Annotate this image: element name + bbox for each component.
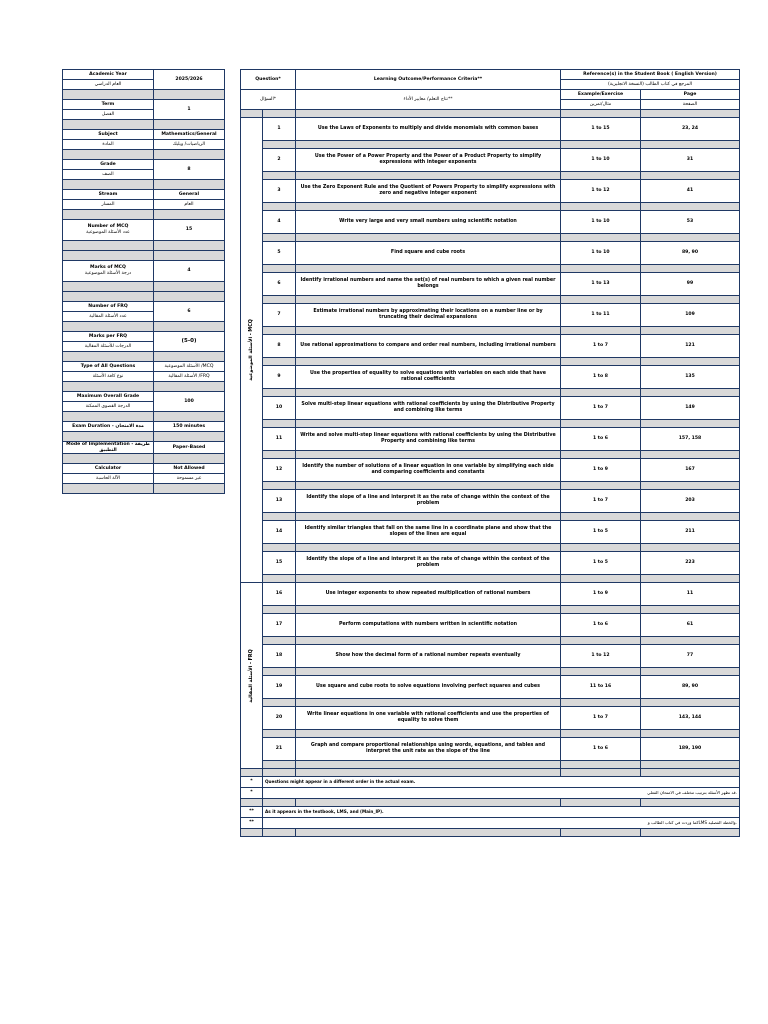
learning-outcome: Solve multi-step linear equations with rational coefficients by using the Distributive Property and combining like terms bbox=[296, 397, 561, 420]
learning-outcome-header: Learning Outcome/Performance Criteria** bbox=[296, 70, 561, 90]
question-number: 17 bbox=[263, 614, 296, 637]
question-number: 4 bbox=[263, 211, 296, 234]
subject-value: Mathematics/General bbox=[154, 130, 225, 140]
question-number: 15 bbox=[263, 552, 296, 575]
page-number: 189, 190 bbox=[641, 738, 740, 761]
learning-outcome: Use the Power of a Power Property and the Power of a Product Property to simplify expressions with integer exponents bbox=[296, 149, 561, 172]
question-number: 5 bbox=[263, 242, 296, 265]
learning-outcome: Use square and cube roots to solve equations involving perfect squares and cubes bbox=[296, 676, 561, 699]
page-number: 53 bbox=[641, 211, 740, 234]
reference-header-ar: المرجع في كتاب الطالب (النسخة الانجليزية) bbox=[561, 80, 740, 90]
question-type-value: الأسئلة الموضوعية /MCQ bbox=[154, 362, 225, 372]
page-number: 121 bbox=[641, 335, 740, 358]
mode-label: Mode of Implementation - طريقة التطبيق bbox=[63, 442, 154, 454]
example-range: 1 to 12 bbox=[561, 180, 641, 203]
question-number: 13 bbox=[263, 490, 296, 513]
calculator-label: Calculator bbox=[63, 464, 154, 474]
example-range: 11 to 16 bbox=[561, 676, 641, 699]
page-number: 11 bbox=[641, 583, 740, 606]
note-text: As it appears in the textbook, LMS, and (Main_IP). bbox=[263, 807, 740, 818]
question-row bbox=[241, 397, 740, 420]
calculator-value: Not Allowed bbox=[154, 464, 225, 474]
example-range: 1 to 9 bbox=[561, 583, 641, 606]
frq-count-label: Number of FRQ bbox=[63, 302, 154, 312]
question-type-value-2: الأسئلة المقالية /FRQ bbox=[154, 372, 225, 382]
page-number: 99 bbox=[641, 273, 740, 296]
question-number: 9 bbox=[263, 366, 296, 389]
question-row bbox=[241, 521, 740, 544]
question-number: 7 bbox=[263, 304, 296, 327]
example-range: 1 to 5 bbox=[561, 552, 641, 575]
page-number: 109 bbox=[641, 304, 740, 327]
learning-outcome: Estimate irrational numbers by approximating their locations on a number line or by truncating their decimal expansions bbox=[296, 304, 561, 327]
page-number: 41 bbox=[641, 180, 740, 203]
page-number: 143, 144 bbox=[641, 707, 740, 730]
example-range: 1 to 8 bbox=[561, 366, 641, 389]
questions-table bbox=[240, 69, 740, 837]
exam-info-table bbox=[62, 69, 225, 494]
question-row bbox=[241, 676, 740, 699]
question-row bbox=[241, 552, 740, 575]
question-row bbox=[241, 645, 740, 668]
example-range: 1 to 7 bbox=[561, 490, 641, 513]
question-header-ar: السؤال* bbox=[241, 90, 296, 110]
mcq-marks-value: 4 bbox=[154, 261, 225, 282]
grade-value: 8 bbox=[154, 160, 225, 180]
note-text: قد تظهر الأسئلة بترتيب مختلف في الامتحان الفعلي. bbox=[263, 788, 740, 799]
stream-value: General bbox=[154, 190, 225, 200]
mcq-count-value: 15 bbox=[154, 220, 225, 241]
frq-count-value: 6 bbox=[154, 302, 225, 322]
page-number: 89, 90 bbox=[641, 676, 740, 699]
question-number: 16 bbox=[263, 583, 296, 606]
mcq-marks-label bbox=[63, 261, 154, 282]
question-row bbox=[241, 180, 740, 203]
question-row bbox=[241, 583, 740, 606]
academic-year-label-ar: العام الدراسي bbox=[63, 80, 154, 90]
page-number: 203 bbox=[641, 490, 740, 513]
calculator-label-ar: الآلة الحاسبة bbox=[63, 474, 154, 484]
example-range: 1 to 10 bbox=[561, 149, 641, 172]
learning-outcome-header-ar: نتاج التعلم/ معايير الأداء** bbox=[296, 90, 561, 110]
page-number: 167 bbox=[641, 459, 740, 482]
question-number: 20 bbox=[263, 707, 296, 730]
stream-value-ar: العام bbox=[154, 200, 225, 210]
learning-outcome: Use the properties of equality to solve equations with variables on each side that have rational coefficients bbox=[296, 366, 561, 389]
grade-label: Grade bbox=[63, 160, 154, 170]
mcq-count-label-ar: عدد الأسئلة الموضوعية bbox=[86, 230, 130, 235]
frq-count-label-ar: عدد الأسئلة المقالية bbox=[63, 312, 154, 322]
stream-label: Stream bbox=[63, 190, 154, 200]
question-row bbox=[241, 614, 740, 637]
question-row bbox=[241, 428, 740, 451]
page-number: 23, 24 bbox=[641, 118, 740, 141]
mcq-section-label: الأسئلة الموضوعية - MCQ bbox=[248, 319, 254, 381]
note-row bbox=[241, 788, 740, 799]
stream-label-ar: المسار bbox=[63, 200, 154, 210]
learning-outcome: Show how the decimal form of a rational number repeats eventually bbox=[296, 645, 561, 668]
question-row bbox=[241, 707, 740, 730]
page-header: Page bbox=[641, 90, 740, 100]
learning-outcome: Write and solve multi-step linear equations with rational coefficients by using the Distributive Property and combining like terms bbox=[296, 428, 561, 451]
question-row bbox=[241, 149, 740, 172]
note-text: كما وردت في كتاب الطالب وLMS والخطة الفصلية. bbox=[263, 818, 740, 829]
question-type-label-ar: نوع كافة الأسئلة bbox=[63, 372, 154, 382]
question-number: 11 bbox=[263, 428, 296, 451]
mcq-count-label-en: Number of MCQ bbox=[87, 224, 129, 230]
question-row bbox=[241, 304, 740, 327]
term-label: Term bbox=[63, 100, 154, 110]
duration-label: Exam Duration - مدة الامتحان bbox=[63, 422, 154, 432]
example-range: 1 to 6 bbox=[561, 738, 641, 761]
subject-label: Subject bbox=[63, 130, 154, 140]
example-range: 1 to 10 bbox=[561, 211, 641, 234]
example-range: 1 to 12 bbox=[561, 645, 641, 668]
frq-section bbox=[241, 583, 263, 769]
max-grade-label: Maximum Overall Grade bbox=[63, 392, 154, 402]
question-row bbox=[241, 335, 740, 358]
note-row bbox=[241, 777, 740, 788]
question-row bbox=[241, 366, 740, 389]
learning-outcome: Write very large and very small numbers using scientific notation bbox=[296, 211, 561, 234]
note-row bbox=[241, 818, 740, 829]
learning-outcome: Use rational approximations to compare and order real numbers, including irrational numbers bbox=[296, 335, 561, 358]
question-number: 1 bbox=[263, 118, 296, 141]
example-range: 1 to 6 bbox=[561, 428, 641, 451]
question-type-label: Type of All Questions bbox=[63, 362, 154, 372]
question-row bbox=[241, 273, 740, 296]
term-label-ar: الفصل bbox=[63, 110, 154, 120]
example-range: 1 to 11 bbox=[561, 304, 641, 327]
max-grade-label-ar: الدرجة القصوى الممكنة bbox=[63, 402, 154, 412]
example-header-ar: مثال/تمرين bbox=[561, 100, 641, 110]
example-range: 1 to 7 bbox=[561, 335, 641, 358]
example-range: 1 to 7 bbox=[561, 397, 641, 420]
frq-marks-label: Marks per FRQ bbox=[63, 332, 154, 342]
question-number: 8 bbox=[263, 335, 296, 358]
question-row bbox=[241, 118, 740, 141]
note-row bbox=[241, 807, 740, 818]
learning-outcome: Identify the slope of a line and interpret it as the rate of change within the context of the problem bbox=[296, 490, 561, 513]
learning-outcome: Find square and cube roots bbox=[296, 242, 561, 265]
page-number: 77 bbox=[641, 645, 740, 668]
question-number: 10 bbox=[263, 397, 296, 420]
page-number: 135 bbox=[641, 366, 740, 389]
calculator-value-ar: غير مسموحة bbox=[154, 474, 225, 484]
max-grade-value: 100 bbox=[154, 392, 225, 412]
mcq-marks-label-en: Marks of MCQ bbox=[90, 265, 126, 271]
question-number: 3 bbox=[263, 180, 296, 203]
question-number: 6 bbox=[263, 273, 296, 296]
frq-section-label: الأسئلة المقالية - FRQ bbox=[248, 648, 254, 703]
example-header: Example/Exercise bbox=[561, 90, 641, 100]
question-row bbox=[241, 738, 740, 761]
subject-value-ar: الرياضيات/ ويليك bbox=[154, 140, 225, 150]
learning-outcome: Identify similar triangles that fall on the same line in a coordinate plane and show that the slopes of the lines are equal bbox=[296, 521, 561, 544]
note-marker: * bbox=[241, 777, 263, 788]
example-range: 1 to 6 bbox=[561, 614, 641, 637]
question-number: 14 bbox=[263, 521, 296, 544]
page-number: 223 bbox=[641, 552, 740, 575]
example-range: 1 to 5 bbox=[561, 521, 641, 544]
learning-outcome: Use the Zero Exponent Rule and the Quotient of Powers Property to simplify expressions with zero and negative integer exponent bbox=[296, 180, 561, 203]
note-marker: * bbox=[241, 788, 263, 799]
mcq-marks-label-ar: درجة الأسئلة الموضوعية bbox=[84, 271, 132, 276]
page-number: 149 bbox=[641, 397, 740, 420]
learning-outcome: Identify the slope of a line and interpret it as the rate of change within the context of the problem bbox=[296, 552, 561, 575]
question-row bbox=[241, 459, 740, 482]
question-number: 19 bbox=[263, 676, 296, 699]
learning-outcome: Use the Laws of Exponents to multiply and divide monomials with common bases bbox=[296, 118, 561, 141]
question-number: 21 bbox=[263, 738, 296, 761]
question-row bbox=[241, 242, 740, 265]
grade-label-ar: الصف bbox=[63, 170, 154, 180]
question-row bbox=[241, 211, 740, 234]
question-number: 18 bbox=[263, 645, 296, 668]
duration-value: 150 minutes bbox=[154, 422, 225, 432]
mode-value: Paper-Based bbox=[154, 442, 225, 454]
page-number: 211 bbox=[641, 521, 740, 544]
page-number: 157, 158 bbox=[641, 428, 740, 451]
example-range: 1 to 9 bbox=[561, 459, 641, 482]
question-header: Question* bbox=[241, 70, 296, 90]
question-number: 2 bbox=[263, 149, 296, 172]
question-number: 12 bbox=[263, 459, 296, 482]
example-range: 1 to 7 bbox=[561, 707, 641, 730]
page-number: 31 bbox=[641, 149, 740, 172]
academic-year-value: 2025/2026 bbox=[154, 70, 225, 90]
reference-header: Reference(s) in the Student Book ( English Version) bbox=[561, 70, 740, 80]
learning-outcome: Graph and compare proportional relationships using words, equations, and tables and interpret the unit rate as the slope of the line bbox=[296, 738, 561, 761]
example-range: 1 to 13 bbox=[561, 273, 641, 296]
learning-outcome: Write linear equations in one variable with rational coefficients and use the properties of equality to solve them bbox=[296, 707, 561, 730]
note-marker: ** bbox=[241, 818, 263, 829]
term-value: 1 bbox=[154, 100, 225, 120]
learning-outcome: Use integer exponents to show repeated multiplication of rational numbers bbox=[296, 583, 561, 606]
example-range: 1 to 15 bbox=[561, 118, 641, 141]
note-marker: ** bbox=[241, 807, 263, 818]
note-text: Questions might appear in a different order in the actual exam. bbox=[263, 777, 740, 788]
learning-outcome: Identify the number of solutions of a linear equation in one variable by simplifying each side and comparing coefficients and constants bbox=[296, 459, 561, 482]
page-header-ar: الصفحة bbox=[641, 100, 740, 110]
learning-outcome: Identify irrational numbers and name the set(s) of real numbers to which a given real number belongs bbox=[296, 273, 561, 296]
question-row bbox=[241, 490, 740, 513]
example-range: 1 to 10 bbox=[561, 242, 641, 265]
academic-year-label: Academic Year bbox=[63, 70, 154, 80]
subject-label-ar: المادة bbox=[63, 140, 154, 150]
frq-marks-label-ar: الدرجات للأسئلة المقالية bbox=[63, 342, 154, 352]
mcq-section bbox=[241, 118, 263, 583]
learning-outcome: Perform computations with numbers written in scientific notation bbox=[296, 614, 561, 637]
frq-marks-value: (5-0) bbox=[154, 332, 225, 352]
mcq-count-label bbox=[63, 220, 154, 241]
page-number: 61 bbox=[641, 614, 740, 637]
page-number: 89, 90 bbox=[641, 242, 740, 265]
